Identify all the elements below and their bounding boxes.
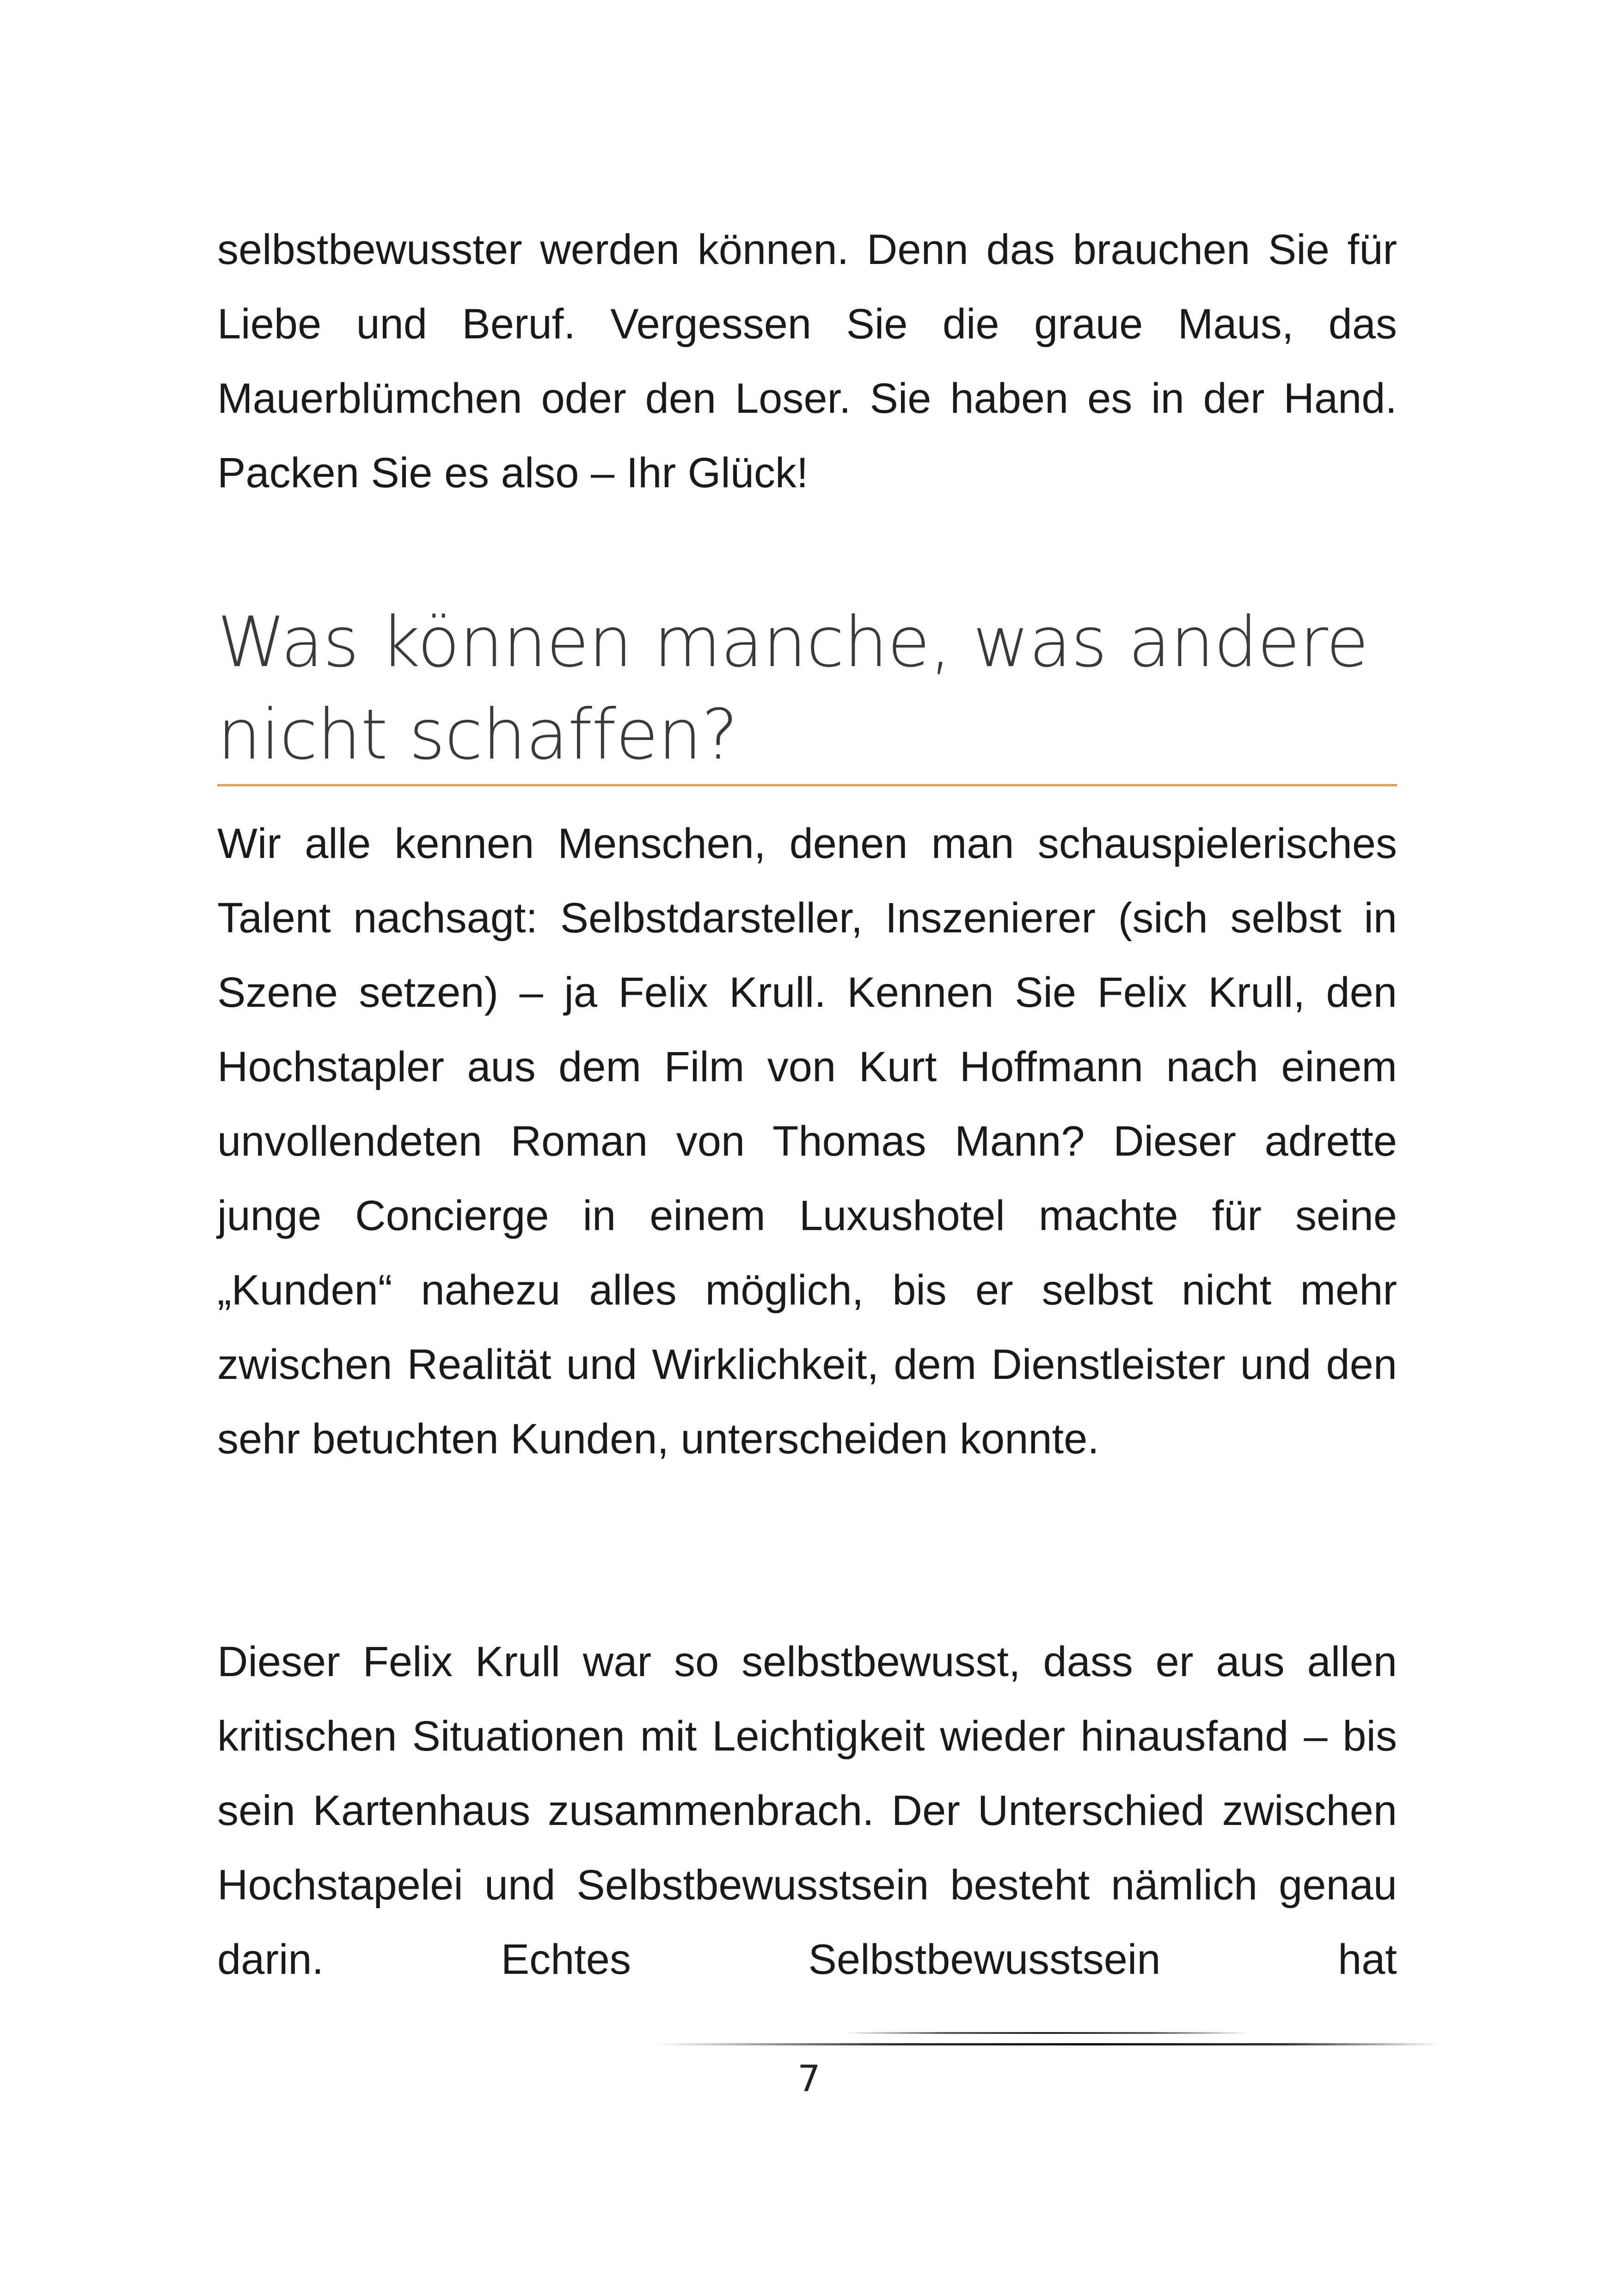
section-heading	[217, 596, 1397, 781]
krull-paragraph	[217, 807, 1397, 1476]
section-heading-line-1: Was können manche, was andere	[217, 602, 1368, 683]
section-heading-line-2: nicht schaffen?	[217, 695, 738, 775]
page-number: 7	[797, 2058, 821, 2100]
footer-ornament-long-rule	[654, 2043, 1440, 2045]
difference-paragraph	[217, 1625, 1397, 1997]
krull-paragraph-text: Wir alle kennen Menschen, denen man schauspielerisches Talent nachsagt: Selbstdarsteller, Inszenierer (sich selbst in Szene setzen) – ja Felix Krull. Kennen Sie Felix Krull, den Hochstapler aus dem Film von Kurt Hoffmann nach einem unvollendeten Roman von Thomas Mann? Dieser adrette junge Concierge in einem Luxushotel machte für seine „Kunden“ nahezu alles möglich, bis er selbst nicht mehr zwischen Realität und Wirklichkeit, dem Dienstleister und den sehr betuchten Kunden, unterscheiden konnte.	[217, 820, 1397, 1463]
heading-underline-rule	[217, 784, 1397, 786]
intro-paragraph-text: selbstbewusster werden können. Denn das brauchen Sie für Liebe und Beruf. Vergessen Sie die graue Maus, das Mauerblümchen oder den Loser. Sie haben es in der Hand. Packen Sie es also – Ihr Glück!	[217, 226, 1397, 496]
difference-paragraph-text: Dieser Felix Krull war so selbstbewusst, dass er aus allen kritischen Situationen mit Leichtigkeit wieder hinausfand – bis sein Kartenhaus zusammenbrach. Der Unterschied zwischen Hochstapelei und Selbstbewusstsein besteht nämlich genau darin. Echtes Selbstbewusstsein hat	[217, 1638, 1397, 1983]
intro-paragraph	[217, 213, 1397, 510]
footer-ornament-short-rule	[844, 2032, 1250, 2034]
